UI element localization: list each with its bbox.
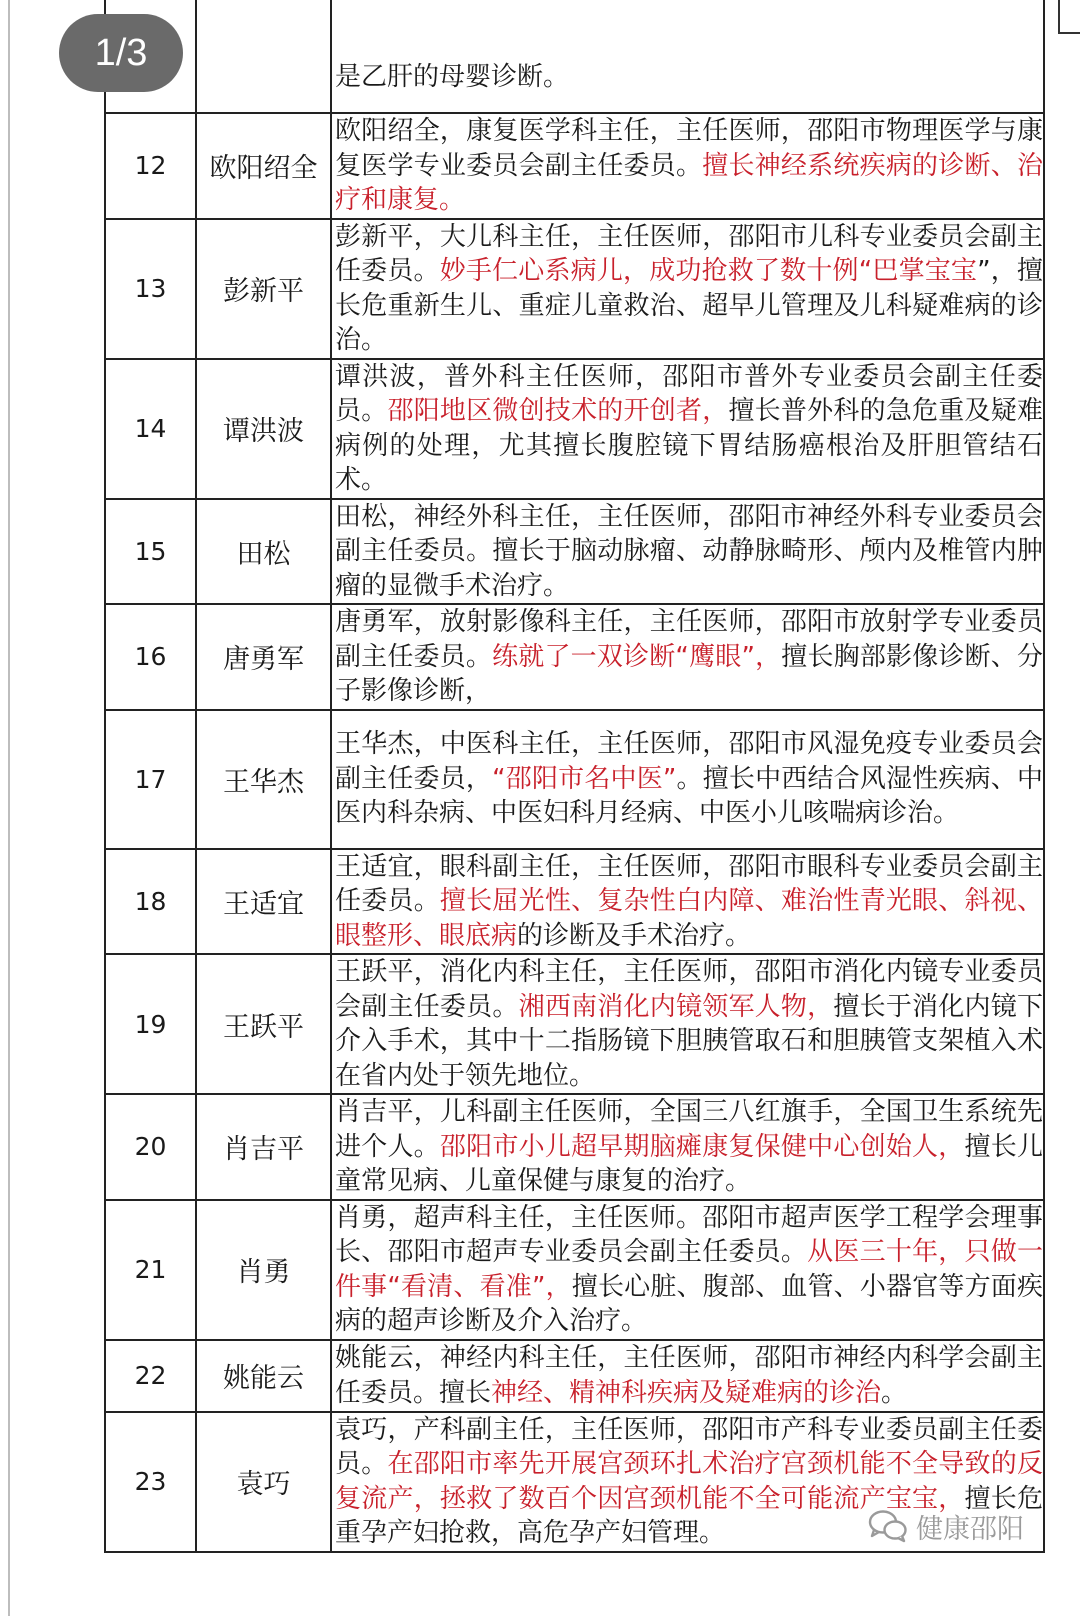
description-text: 唐勇军，放射影像科主任，主任医师，邵阳市放射学专业委员副主任委员。 (335, 607, 1043, 672)
description-text: 欧阳绍全，康复医学科主任，主任医师，邵阳市物理医学与康复医学专业委员会副主任委员。 (335, 116, 1043, 181)
description-text: 擅长儿童常见病、儿童保健与康复的治疗。 (335, 1131, 1043, 1196)
description-text: 擅长心脏、腹部、血管、小器官等方面疾病的超声诊断及介入治疗。 (335, 1271, 1043, 1336)
row-number: 14 (105, 359, 196, 499)
highlight-text: 在邵阳市率先开展宫颈环扎术治疗宫颈机能不全导致的反复流产，拯救了数百个因宫颈机能不全可能流产宝宝， (335, 1449, 1043, 1514)
highlight-text: 邵阳地区微创技术的开创者， (387, 396, 729, 426)
table-row (105, 954, 1044, 1094)
doctor-name: 欧阳绍全 (196, 113, 331, 219)
description-text: 。 (881, 1377, 908, 1408)
doctor-description (331, 499, 1044, 605)
wechat-icon (868, 1509, 908, 1543)
doctor-description (331, 1094, 1044, 1200)
row-number: 20 (105, 1094, 196, 1200)
description-text: 的诊断及手术治疗。 (517, 920, 752, 951)
description-text: 擅长胸部影像诊断、分子影像诊断， (335, 641, 1043, 706)
description-text: 。擅长中西结合风湿性疾病、中医内科杂病、中医妇科月经病、中医小儿咳喘病诊治。 (335, 763, 1043, 829)
doctor-name: 姚能云 (196, 1340, 331, 1412)
scrollbar-thumb[interactable] (1058, 0, 1080, 34)
doctor-description (331, 113, 1044, 219)
doctor-name: 彭新平 (196, 219, 331, 359)
doctor-name: 谭洪波 (196, 359, 331, 499)
row-number: 19 (105, 954, 196, 1094)
highlight-text: 擅长屈光性、复杂性白内障、难治性青光眼、斜视、眼整形、眼底病 (335, 886, 1043, 951)
doctor-name: 王华杰 (196, 710, 331, 849)
description-text: 肖吉平，儿科副主任医师，全国三八红旗手，全国卫生系统先进个人。 (335, 1097, 1043, 1162)
description-text: 袁巧，产科副主任，主任医师，邵阳市产科专业委员副主任委员。 (335, 1414, 1043, 1479)
table-row (105, 359, 1044, 499)
description-text: 王跃平，消化内科主任，主任医师，邵阳市消化内镜专业委员会副主任委员。 (335, 957, 1043, 1022)
row-number: 21 (105, 1200, 196, 1340)
description-text: 擅长普外科的急危重及疑难病例的处理，尤其擅长腹腔镜下胃结肠癌根治及肝胆管结石术。 (335, 396, 1043, 495)
description-text: 王适宜，眼科副主任，主任医师，邵阳市眼科专业委员会副主任委员。 (335, 851, 1043, 916)
watermark-text: 健康邵阳 (916, 1513, 1024, 1545)
table-row (105, 1094, 1044, 1200)
row-number: 18 (105, 849, 196, 955)
table-row (105, 1200, 1044, 1340)
table-row (105, 113, 1044, 219)
doctor-description (331, 1340, 1044, 1412)
description-text: 是乙肝的母婴诊断。 (335, 61, 570, 92)
highlight-text: 湘西南消化内镜领军人物， (518, 991, 834, 1022)
row-number: 17 (105, 710, 196, 849)
description-text: 彭新平，大儿科主任，主任医师，邵阳市儿科专业委员会副主任委员。 (335, 221, 1043, 286)
doctor-name: 唐勇军 (196, 604, 331, 710)
doctor-description (331, 219, 1044, 359)
highlight-text: 擅长神经系统疾病的诊断、治疗和康复。 (335, 150, 1043, 215)
highlight-text: “邵阳市名中医” (492, 763, 677, 794)
doctor-description (331, 849, 1044, 955)
doctor-table (104, 0, 1045, 1553)
doctor-description (331, 359, 1044, 499)
description-text: 姚能云，神经内科主任，主任医师，邵阳市神经内科学会副主任委员。擅长 (335, 1343, 1043, 1408)
row-number: 23 (105, 1412, 196, 1552)
description-text: 擅长危重孕产妇抢救，高危孕产妇管理。 (335, 1483, 1043, 1548)
row-number: 12 (105, 113, 196, 219)
highlight-text: 神经、精神科疾病及疑难病的诊治 (491, 1377, 882, 1408)
doctor-name: 王适宜 (196, 849, 331, 955)
doctor-description (331, 1200, 1044, 1340)
doctor-name: 肖勇 (196, 1200, 331, 1340)
description-text: 擅长于消化内镜下介入手术，其中十二指肠镜下胆胰管取石和胆胰管支架植入术在省内处于领先地位。 (335, 991, 1043, 1091)
page-indicator[interactable]: 1/3 (59, 14, 183, 92)
row-number: 22 (105, 1340, 196, 1412)
description-text: 肖勇，超声科主任，主任医师。邵阳市超声医学工程学会理事长、邵阳市超声专业委员会副主任委员。 (335, 1202, 1043, 1267)
doctor-name: 肖吉平 (196, 1094, 331, 1200)
highlight-text: 练就了一双诊断“鹰眼”， (492, 641, 782, 672)
doctor-name: 王跃平 (196, 954, 331, 1094)
highlight-text: 妙手仁心系病儿，成功抢救了数十例“巴掌宝宝 (439, 256, 978, 286)
doctor-name: 田松 (196, 499, 331, 605)
table-row (105, 1340, 1044, 1412)
highlight-text: 从医三十年，只做一件事“看清、看准”， (335, 1237, 1043, 1302)
row-number: 13 (105, 219, 196, 359)
highlight-text: 邵阳市小儿超早期脑瘫康复保健中心创始人， (439, 1131, 965, 1162)
description-text: 田松，神经外科主任，主任医师，邵阳市神经外科专业委员会副主任委员。擅长于脑动脉瘤、动静脉畸形、颅内及椎管内肿瘤的显微手术治疗。 (335, 501, 1043, 601)
table-row (105, 0, 1044, 113)
row-number: 15 (105, 499, 196, 605)
watermark (868, 1504, 1024, 1548)
doctor-description (331, 0, 1044, 113)
row-number: 16 (105, 604, 196, 710)
description-text: 谭洪波，普外科主任医师，邵阳市普外专业委员会副主任委员。 (335, 361, 1043, 426)
table-row (105, 219, 1044, 359)
doctor-name: 袁巧 (196, 1412, 331, 1552)
doctor-description (331, 710, 1044, 849)
description-text: 王华杰，中医科主任，主任医师，邵阳市风湿免疫专业委员会副主任委员， (335, 729, 1043, 794)
description-text: ”，擅长危重新生儿、重症儿童救治、超早儿管理及儿科疑难病的诊治。 (335, 256, 1043, 355)
table-row (105, 604, 1044, 710)
table-row (105, 499, 1044, 605)
page-left-rule (8, 0, 10, 1616)
doctor-description (331, 954, 1044, 1094)
table-row (105, 849, 1044, 955)
doctor-description (331, 604, 1044, 710)
doctor-name (196, 0, 331, 113)
table-row (105, 710, 1044, 849)
